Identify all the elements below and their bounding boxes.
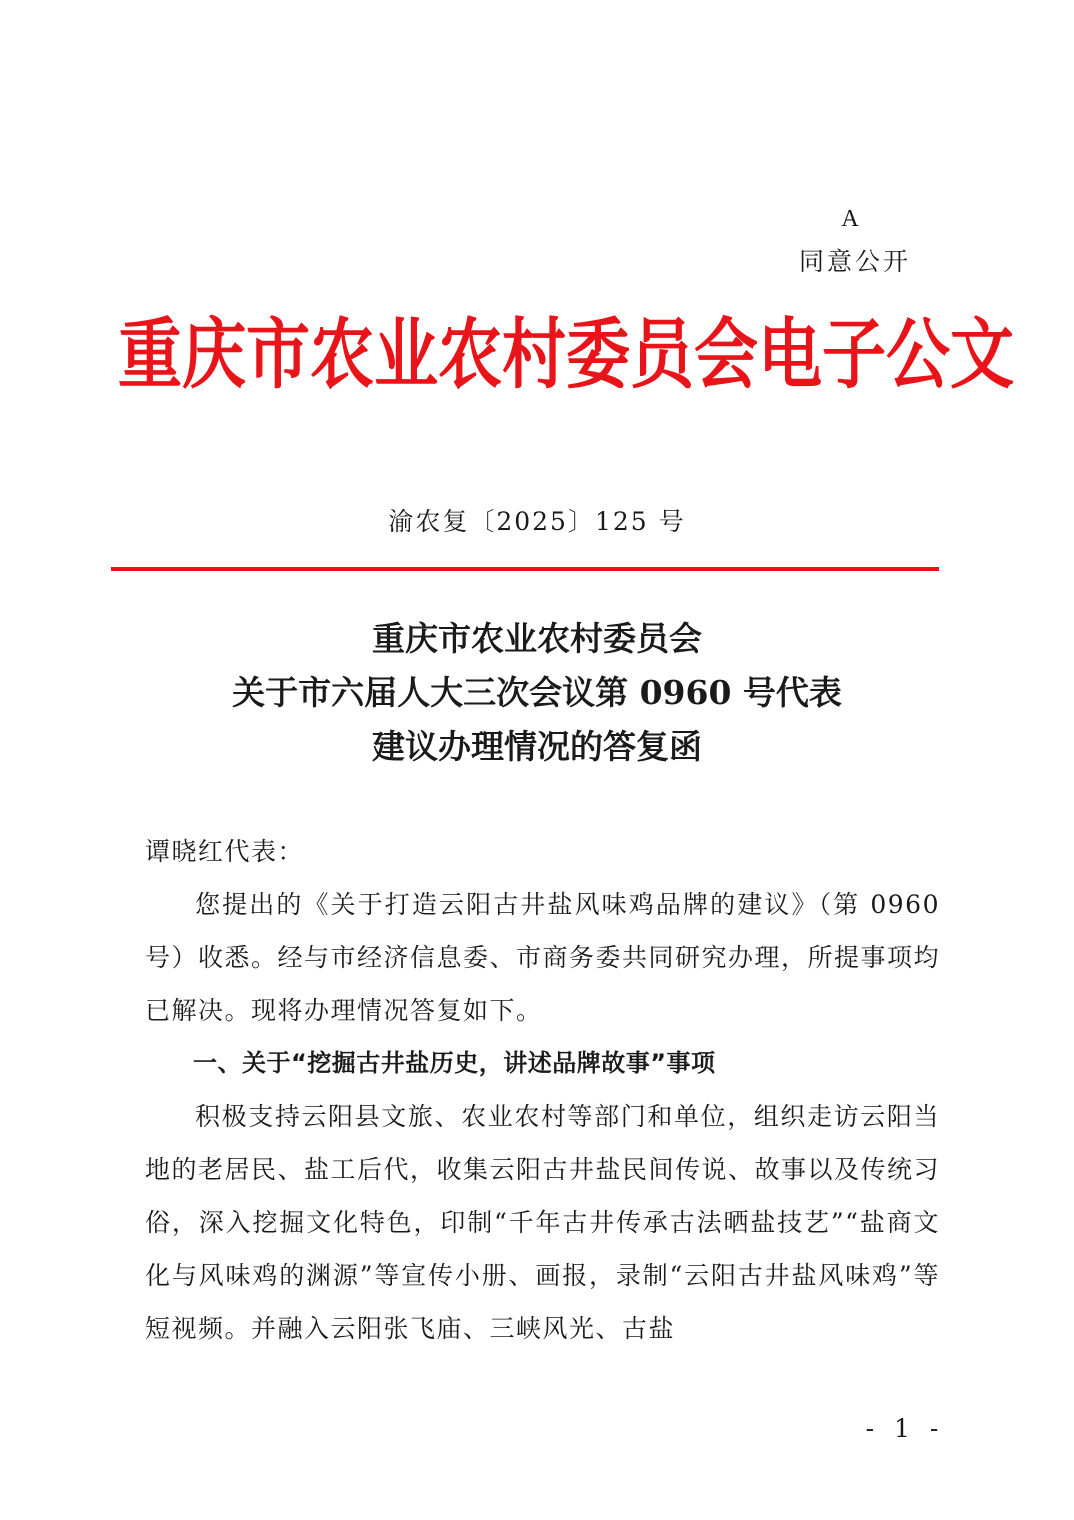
body-paragraph: 积极支持云阳县文旅、农业农村等部门和单位，组织走访云阳当地的老居民、盐工后代，收集云阳古井盐民间传说、故事以及传统习俗，深入挖掘文化特色，印制“千年古井传承古法晒盐技艺”“盐商文化与风味鸡的渊源”等宣传小册、画报，录制“云阳古井盐风味鸡”等短视频。并融入云阳张飞庙、三峡风光、古盐 <box>145 1102 941 1343</box>
title-line-2: 关于市六届人大三次会议第 0960 号代表 <box>232 673 842 712</box>
section-heading: 一、关于“挖掘古井盐历史，讲述品牌故事”事项 <box>193 1049 716 1077</box>
red-divider-line <box>111 567 939 571</box>
title-line-3: 建议办理情况的答复函 <box>372 727 702 766</box>
document-title <box>0 612 1074 774</box>
document-number: 渝农复〔2025〕125 号 <box>388 507 686 536</box>
document-grade: A <box>841 206 859 232</box>
masthead: 重庆市农业农村委员会电子公文 <box>118 311 1014 401</box>
page-number: - 1 - <box>865 1414 945 1443</box>
body-paragraph: 您提出的《关于打造云阳古井盐风味鸡品牌的建议》（第 0960 号）收悉。经与市经济信息委、市商务委共同研究办理，所提事项均已解决。现将办理情况答复如下。 <box>145 890 941 1025</box>
title-line-1: 重庆市农业农村委员会 <box>372 619 702 658</box>
disclosure-status: 同意公开 <box>798 247 911 276</box>
document-body <box>145 825 940 1355</box>
salutation: 谭晓红代表： <box>145 837 305 866</box>
